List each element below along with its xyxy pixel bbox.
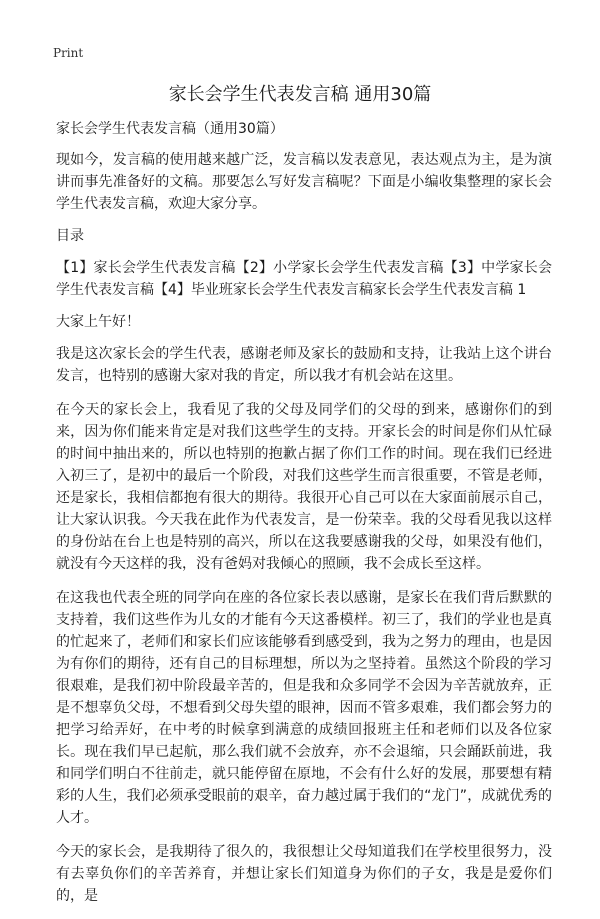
article-body (56, 118, 552, 919)
toc-list: 【1】家长会学生代表发言稿【2】小学家长会学生代表发言稿【3】中学家长会学生代表发言稿【4】毕业班家长会学生代表发言稿家长会学生代表发言稿 1 (56, 260, 552, 298)
article-subtitle: 家长会学生代表发言稿（通用30篇） (56, 121, 284, 137)
page-title: 家长会学生代表发言稿 通用30篇 (168, 84, 432, 105)
body-paragraph: 今天的家长会，是我期待了很久的，我很想让父母知道我们在学校里很努力，没有去辜负你们的辛苦养育，并想让家长们知道身为你们的子女，我是是爱你们的，是 (56, 844, 552, 904)
body-paragraph: 我是这次家长会的学生代表，感谢老师及家长的鼓励和支持，让我站上这个讲台发言，也特别的感谢大家对我的肯定，所以我才有机会站在这里。 (56, 346, 552, 384)
body-paragraph: 在今天的家长会上，我看见了我的父母及同学们的父母的到来，感谢你们的到来，因为你们能来肯定是对我们这些学生的支持。开家长会的时间是你们从忙碌的时间中抽出来的，所以也特别的抱歉占据了你们工作的时间。现在我们已经进入初三了，是初中的最后一个阶段，对我们这些学生而言很重要，不管是老师，还是家长，我相信都抱有很大的期待。我很开心自己可以在大家面前展示自己，让大家认识我。今天我在此作为代表发言，是一份荣幸。我的父母看见我以这样的身份站在台上也是特别的高兴，所以在这我要感谢我的父母，如果没有他们，就没有今天这样的我，没有爸妈对我倾心的照顾，我不会成长至这样。 (56, 402, 552, 572)
intro-paragraph: 现如今，发言稿的使用越来越广泛，发言稿以发表意见，表达观点为主，是为演讲而事先准备好的文稿。那要怎么写好发言稿呢？下面是小编收集整理的家长会学生代表发言稿，欢迎大家分享。 (56, 152, 552, 212)
greeting-paragraph: 大家上午好！ (56, 314, 140, 330)
print-label: Print (53, 46, 84, 60)
toc-heading: 目录 (56, 228, 84, 244)
body-paragraph: 在这我也代表全班的同学向在座的各位家长表以感谢，是家长在我们背后默默的支持着，我们这些作为儿女的才能有今天这番模样。初三了，我们的学业也是真的忙起来了，老师们和家长们应该能够看到感受到，我为之努力的理由，也是因为有你们的期待，还有自己的目标理想，所以为之坚持着。虽然这个阶段的学习很艰难，是我们初中阶段最辛苦的，但是我和众多同学不会因为辛苦就放弃，正是不想辜负父母，不想看到父母失望的眼神，因而不管多艰难，我们都会努力的把学习给弄好，在中考的时候拿到满意的成绩回报班主任和老师们以及各位家长。现在我们早已起航，那么我们就不会放弃，亦不会退缩，只会踊跃前进，我和同学们明白不往前走，就只能停留在原地，不会有什么好的发展，那要想有精彩的人生，我们必须承受眼前的艰辛，奋力越过属于我们的“龙门”，成就优秀的人才。 (56, 590, 552, 826)
